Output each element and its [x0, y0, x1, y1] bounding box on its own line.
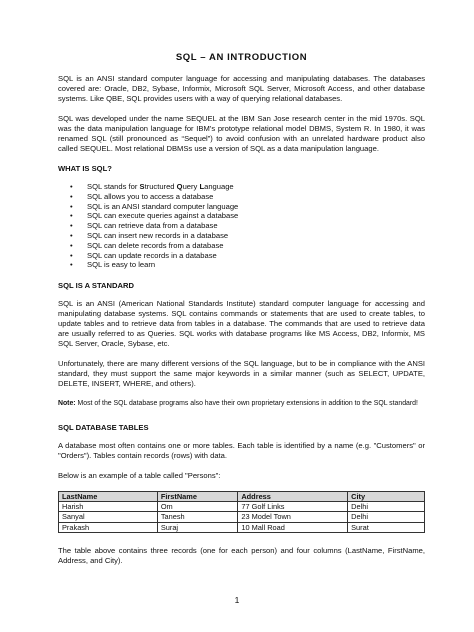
persons-table	[58, 491, 425, 534]
list-item: • SQL stands for Structured Query Language	[70, 182, 425, 192]
column-header-lastname: LastName	[59, 491, 158, 501]
note-label: Note:	[58, 400, 76, 408]
table-cell: Surat	[348, 522, 425, 532]
table-cell: 77 Golf Links	[238, 501, 348, 511]
list-item: • SQL is easy to learn	[70, 260, 425, 270]
table-cell: Om	[157, 501, 238, 511]
table-cell: Tanesh	[157, 512, 238, 522]
table-cell: 23 Model Town	[238, 512, 348, 522]
column-header-firstname: FirstName	[157, 491, 238, 501]
intro-paragraph-2: SQL was developed under the name SEQUEL at the IBM San Jose research center in the mid 1970s. SQL was the data manipulation language for IBM’s prototype relational model DBMS, System R. In 1980, it was renamed SQL (still pronounced as “Sequel”) to avoid confusion with an unrelated hardware product also called SEQUEL. Most relational DBMSs use a version of SQL as a data manipulation language.	[58, 114, 425, 153]
table-cell: Harish	[59, 501, 158, 511]
db-tables-paragraph-1: A database most often contains one or more tables. Each table is identified by a name (e.g. "Customers" or "Orders"). Tables contain records (rows) with data.	[58, 440, 425, 460]
table-cell: Suraj	[157, 522, 238, 532]
table-row	[59, 522, 425, 532]
table-row	[59, 501, 425, 511]
sql-standard-heading: SQL IS A STANDARD	[58, 281, 134, 291]
db-tables-paragraph-3: The table above contains three records (one for each person) and four columns (LastName, FirstName, Address, and City).	[58, 546, 425, 566]
table-row	[59, 512, 425, 522]
table-cell: Sanyal	[59, 512, 158, 522]
document-title: SQL – AN INTRODUCTION	[175, 52, 308, 63]
table-cell: 10 Mall Road	[238, 522, 348, 532]
list-item: • SQL allows you to access a database	[70, 192, 425, 202]
page-number: 1	[234, 595, 240, 605]
table-cell: Delhi	[348, 501, 425, 511]
sql-standard-paragraph-2: Unfortunately, there are many different versions of the SQL language, but to be in compliance with the ANSI standard, they must support the same major keywords in a similar manner (such as SELECT, UPDATE, DELETE, INSERT, WHERE, and others).	[58, 359, 425, 389]
table-cell: Prakash	[59, 522, 158, 532]
note-text: Most of the SQL database programs also have their own proprietary extensions in addition to the SQL standard!	[75, 400, 418, 408]
db-tables-paragraph-2: Below is an example of a table called "Persons":	[58, 470, 221, 480]
intro-paragraph-1: SQL is an ANSI standard computer language for accessing and manipulating databases. The databases covered are: Oracle, DB2, Sybase, Informix, Microsoft SQL Server, Microsoft Access, and other database systems. Like QBE, SQL provides users with a way of querying relational databases.	[58, 74, 425, 103]
list-item: • SQL can retrieve data from a database	[70, 221, 425, 231]
list-item: • SQL can execute queries against a database	[70, 211, 425, 221]
db-tables-heading: SQL DATABASE TABLES	[58, 422, 149, 432]
note-paragraph	[58, 399, 425, 408]
list-item: • SQL is an ANSI standard computer language	[70, 202, 425, 212]
table-header-row	[59, 491, 425, 501]
what-is-sql-list	[58, 182, 425, 270]
table-cell: Delhi	[348, 512, 425, 522]
list-item: • SQL can insert new records in a database	[70, 231, 425, 241]
list-item: • SQL can delete records from a database	[70, 241, 425, 251]
column-header-address: Address	[238, 491, 348, 501]
column-header-city: City	[348, 491, 425, 501]
what-is-sql-heading: WHAT IS SQL?	[58, 164, 112, 173]
list-item: • SQL can update records in a database	[70, 251, 425, 261]
sql-standard-paragraph-1: SQL is an ANSI (American National Standards Institute) standard computer language for accessing and manipulating database systems. SQL contains commands or statements that are used to create tables, to update tables and to retrieve data from tables in a database. The commands that are used to retrieve data are usually referred to as Queries. SQL works with database programs like MS Access, DB2, Informix, MS SQL Server, Oracle, Sybase, etc.	[58, 299, 425, 349]
